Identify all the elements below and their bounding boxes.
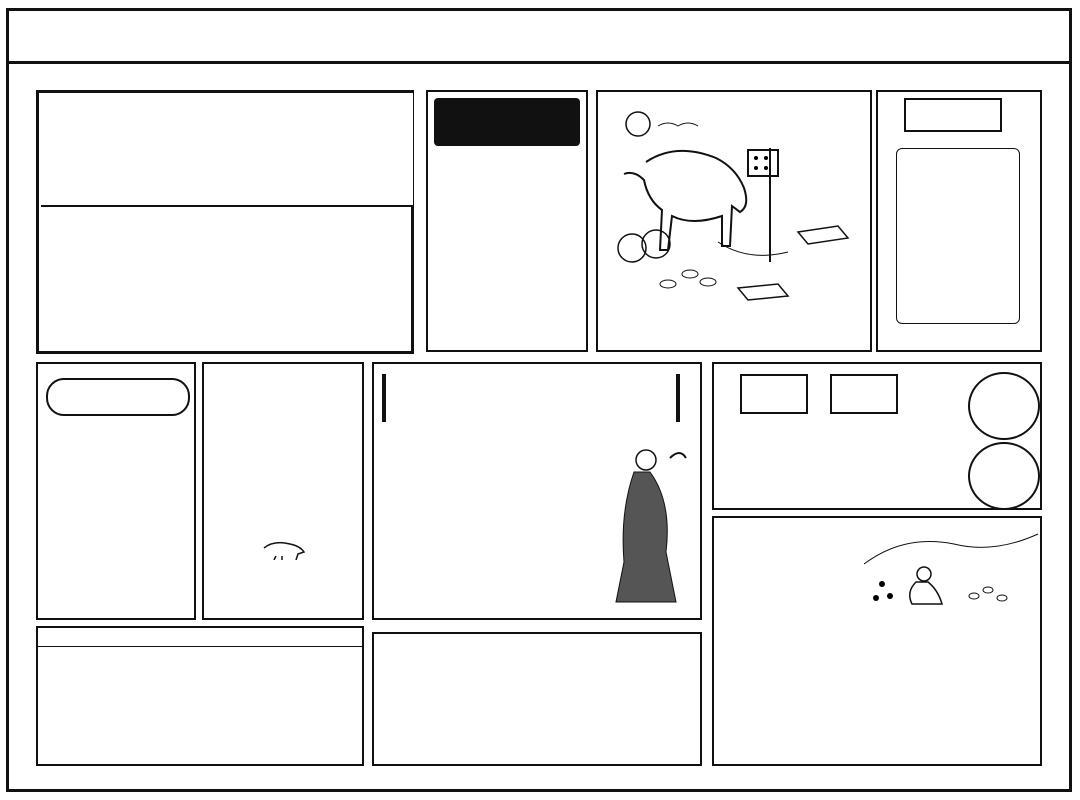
special-title bbox=[46, 378, 190, 416]
mark-six-strip-top bbox=[12, 66, 1068, 84]
count1-value bbox=[968, 372, 1040, 440]
pair-number-box bbox=[426, 90, 588, 352]
mark-six-strip-right bbox=[1048, 88, 1066, 768]
odd-even-result bbox=[724, 422, 894, 502]
spirit-text-columns bbox=[386, 432, 600, 616]
spirit-code-panel bbox=[372, 362, 702, 620]
riddle-panel bbox=[876, 90, 1042, 352]
header bbox=[6, 8, 1072, 64]
logo-blank-box bbox=[41, 93, 413, 207]
immortal-figure-icon bbox=[604, 438, 698, 614]
footer-notice bbox=[12, 772, 1068, 790]
pair-box-title bbox=[434, 98, 580, 146]
label1-b bbox=[740, 374, 808, 414]
results-table-panel bbox=[36, 626, 364, 766]
count2-value bbox=[968, 442, 1040, 510]
riddle-scroll bbox=[896, 148, 1020, 324]
explanation-panel bbox=[712, 516, 1042, 766]
poem-banner bbox=[210, 374, 356, 406]
odd-even-panel bbox=[712, 362, 1042, 510]
ox-zodiac-icon bbox=[260, 536, 308, 560]
mark-six-strip-left bbox=[12, 88, 30, 768]
logo-panel bbox=[36, 90, 414, 354]
eight-immortals-panel bbox=[372, 632, 702, 766]
eight-title bbox=[374, 638, 700, 672]
illustration-panel bbox=[596, 90, 872, 352]
cow-illustration-icon bbox=[598, 92, 870, 350]
page-title bbox=[306, 12, 766, 56]
poem-panel bbox=[202, 362, 364, 620]
label2-b bbox=[830, 374, 898, 414]
logo-text bbox=[41, 211, 413, 351]
riddle-title bbox=[904, 98, 1002, 132]
special-number-panel bbox=[36, 362, 196, 620]
kneeling-woman-icon bbox=[864, 524, 1040, 608]
results-title bbox=[38, 628, 362, 647]
spirit-title bbox=[382, 374, 680, 422]
